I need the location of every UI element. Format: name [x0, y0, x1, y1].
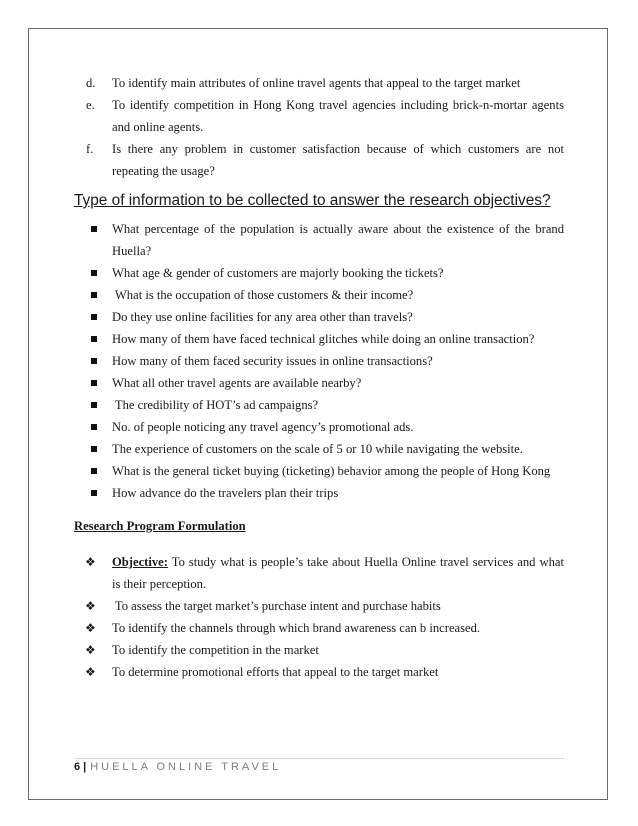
list-item — [74, 138, 564, 182]
page-footer — [74, 758, 564, 773]
square-bullet-icon — [91, 380, 97, 386]
subsection-heading: Research Program Formulation — [74, 519, 246, 533]
square-bullet-icon — [91, 226, 97, 232]
list-item — [74, 262, 564, 284]
list-item — [74, 72, 564, 94]
square-bullet-icon — [91, 314, 97, 320]
list-marker: e. — [86, 98, 95, 112]
list-item-text: To identify the competition in the market — [112, 643, 319, 657]
list-item-text: To identify main attributes of online travel agents that appeal to the target market — [112, 76, 521, 90]
square-bullet-icon — [91, 424, 97, 430]
list-item — [74, 551, 564, 595]
square-bullet-icon — [91, 402, 97, 408]
list-item — [74, 394, 564, 416]
list-item-text: No. of people noticing any travel agency’s promotional ads. — [112, 420, 414, 434]
diamond-bullet-icon: ❖ — [85, 621, 96, 635]
list-item-text: To determine promotional efforts that appeal to the target market — [112, 665, 439, 679]
objective-text: To study what is people’s take about Huella Online travel services and what is their perception. — [112, 555, 564, 591]
list-item — [74, 284, 564, 306]
list-item — [74, 460, 564, 482]
list-item — [74, 617, 564, 639]
section-heading: Type of information to be collected to answer the research objectives? — [74, 192, 551, 209]
footer-title: HUELLA ONLINE TRAVEL — [90, 761, 282, 773]
list-item-text: What is the occupation of those customers & their income? — [112, 288, 414, 302]
list-item — [74, 482, 564, 504]
diamond-bullet-icon: ❖ — [85, 555, 96, 569]
list-item-text: The experience of customers on the scale of 5 or 10 while navigating the website. — [112, 442, 523, 456]
list-item — [74, 595, 564, 617]
list-item-text: How many of them faced security issues in online transactions? — [112, 354, 433, 368]
list-item-text: To identify the channels through which brand awareness can b increased. — [112, 621, 481, 635]
list-item — [74, 218, 564, 262]
square-bullet-icon — [91, 336, 97, 342]
list-item-text: What percentage of the population is actually aware about the existence of the brand Huella? — [112, 222, 564, 258]
list-item-text: What age & gender of customers are majorly booking the tickets? — [112, 266, 444, 280]
list-item — [74, 94, 564, 138]
list-item — [74, 328, 564, 350]
list-marker: d. — [86, 76, 96, 90]
page-number: 6 — [74, 761, 81, 773]
square-bullet-icon — [91, 468, 97, 474]
square-bullet-icon — [91, 358, 97, 364]
list-item-text: Do they use online facilities for any area other than travels? — [112, 310, 413, 324]
document-body — [74, 72, 564, 683]
list-marker: f. — [86, 142, 94, 156]
square-bullet-icon — [91, 446, 97, 452]
diamond-bullet-icon: ❖ — [85, 599, 96, 613]
list-item-text: To assess the target market’s purchase intent and purchase habits — [112, 599, 441, 613]
list-item-text: How many of them have faced technical glitches while doing an online transaction? — [112, 332, 535, 346]
square-bullet-icon — [91, 490, 97, 496]
list-item — [74, 438, 564, 460]
objectives-list — [74, 72, 564, 182]
list-item — [74, 350, 564, 372]
list-item-text: What is the general ticket buying (ticketing) behavior among the people of Hong Kong — [112, 464, 551, 478]
list-item — [74, 416, 564, 438]
footer-separator: | — [83, 761, 87, 773]
square-bullet-icon — [91, 270, 97, 276]
objective-label: Objective: — [112, 555, 168, 569]
diamond-bullet-icon: ❖ — [85, 643, 96, 657]
list-item — [74, 661, 564, 683]
list-item — [74, 639, 564, 661]
list-item-text: Is there any problem in customer satisfaction because of which customers are not repeating the usage? — [112, 142, 564, 178]
list-item — [74, 372, 564, 394]
diamond-bullet-icon: ❖ — [85, 665, 96, 679]
list-item — [74, 306, 564, 328]
list-item-text: How advance do the travelers plan their trips — [112, 486, 339, 500]
square-bullet-icon — [91, 292, 97, 298]
list-item-text: What all other travel agents are available nearby? — [112, 376, 362, 390]
list-item-text: The credibility of HOT’s ad campaigns? — [112, 398, 319, 412]
research-program-list — [74, 551, 564, 683]
information-bullet-list — [74, 218, 564, 504]
list-item-text: To identify competition in Hong Kong travel agencies including brick-n-mortar agents and online agents. — [112, 98, 564, 134]
